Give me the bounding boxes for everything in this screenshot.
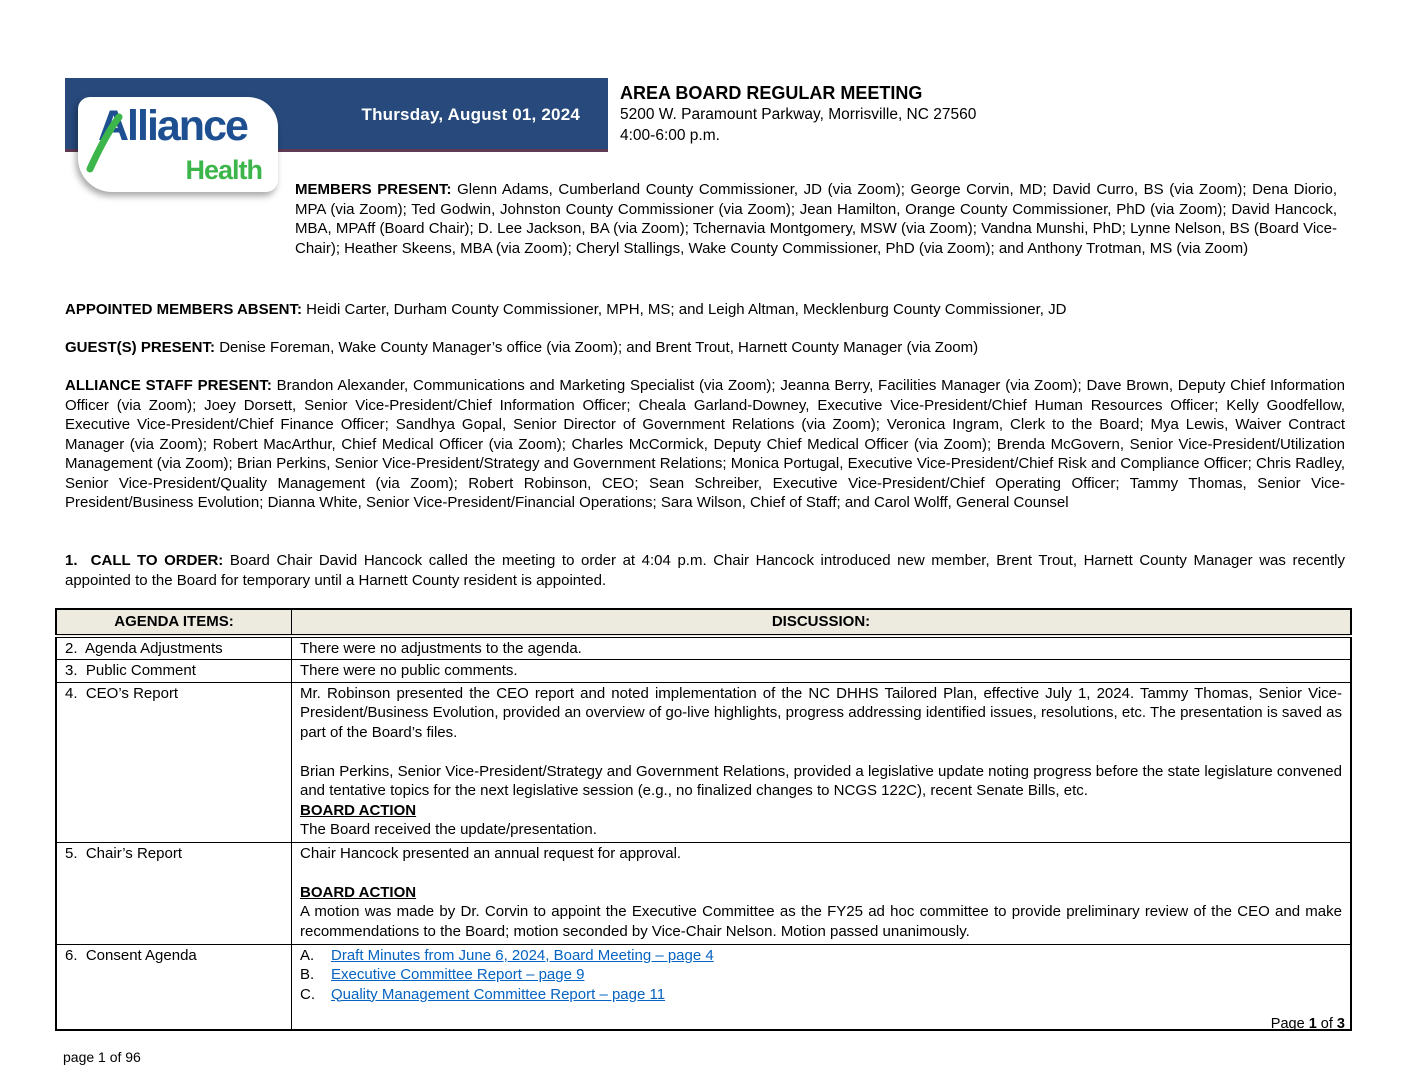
board-action-text: The Board received the update/presentation.	[300, 821, 597, 838]
table-header-row	[56, 609, 1351, 636]
members-present-label: MEMBERS PRESENT:	[295, 181, 458, 198]
table-row-consent-agenda	[56, 944, 1351, 1030]
page-number-indicator	[1271, 1016, 1345, 1032]
agenda-item-label: 5. Chair’s Report	[56, 842, 292, 944]
consent-item-letter: A.	[300, 946, 315, 964]
blank-line	[300, 863, 1342, 883]
staff-present-label: ALLIANCE STAFF PRESENT:	[65, 377, 277, 394]
meeting-date: Thursday, August 01, 2024	[361, 105, 580, 124]
call-to-order-label: 1. CALL TO ORDER:	[65, 552, 230, 569]
logo-word-alliance: Alliance	[98, 102, 247, 150]
logo-swoosh-icon	[86, 107, 156, 177]
discussion-cell	[292, 842, 1352, 944]
discussion-cell: There were no adjustments to the agenda.	[292, 636, 1352, 660]
guests-present-label: GUEST(S) PRESENT:	[65, 339, 220, 356]
members-absent-paragraph	[65, 300, 1345, 320]
consent-item-a	[300, 946, 1342, 966]
agenda-item-label: 6. Consent Agenda	[56, 944, 292, 1030]
discussion-header: DISCUSSION:	[292, 609, 1352, 636]
discussion-cell	[292, 944, 1352, 1030]
of-word: of	[1316, 1016, 1337, 1032]
meeting-header	[620, 83, 976, 146]
page-total: 3	[1336, 1016, 1345, 1032]
chair-report-paragraph-1: Chair Hancock presented an annual request for approval.	[300, 844, 682, 862]
minutes-table	[55, 608, 1352, 1031]
ceo-report-paragraph-1: Mr. Robinson presented the CEO report and noted implementation of the NC DHHS Tailored Plan, effective July 1, 2024. Tammy Thomas, Senior Vice-President/Business Evolution, provided an overview of go-live highlights, progress addressing identified issues, resolutions, etc. The presentation is saved as part of the Board’s files.	[300, 684, 1342, 741]
members-present-paragraph	[295, 180, 1337, 258]
staff-present-text: Brandon Alexander, Communications and Marketing Specialist (via Zoom); Jeanna Berry, Facilities Manager (via Zoom); Dave Brown, Deputy Chief Information Officer (via Zoom); Joey Dorsett, Senior Vice-President/Chief Information Officer; Cheala Garland-Downey, Executive Vice-President/Chief Human Resources Officer; Kelly Goodfellow, Executive Vice-President/Chief Finance Officer; Sandhya Gopal, Senior Director of Government Relations (via Zoom); Veronica Ingram, Clerk to the Board; Mya Lewis, Waiver Contract Manager (via Zoom); Robert MacArthur, Chief Medical Officer (via Zoom); Charles McCormick, Deputy Chief Medical Officer (via Zoom); Brenda McGovern, Senior Vice-President/Utilization Management (via Zoom); Brian Perkins, Senior Vice-President/Strategy and Government Relations; Monica Portugal, Executive Vice-President/Chief Risk and Compliance Officer; Chris Radley, Senior Vice-President/Quality Management (via Zoom); Robert Robinson, CEO; Sean Schreiber, Executive Vice-President/Chief Operating Officer; Tammy Thomas, Senior Vice-President/Business Evolution; Dianna White, Senior Vice-President/Financial Operations; Sara Wilson, Chief of Staff; and Carol Wolff, General Counsel	[65, 377, 1345, 511]
table-row-ceo-report	[56, 682, 1351, 842]
document-page-number: page 1 of 96	[63, 1049, 141, 1065]
agenda-item-label: 2. Agenda Adjustments	[56, 636, 292, 660]
meeting-time: 4:00-6:00 p.m.	[620, 127, 720, 144]
guests-present-text: Denise Foreman, Wake County Manager’s office (via Zoom); and Brent Trout, Harnett County Manager (via Zoom)	[219, 339, 979, 356]
board-action-text: A motion was made by Dr. Corvin to appoint the Executive Committee as the FY25 ad hoc committee to provide preliminary review of the CEO and make recommendations to the Board; motion seconded by Vice-Chair Nelson. Motion passed unanimously.	[300, 903, 1342, 940]
discussion-cell: There were no public comments.	[292, 660, 1352, 683]
page-word: Page	[1270, 1016, 1309, 1032]
consent-item-letter: C.	[300, 985, 315, 1003]
alliance-health-logo	[78, 97, 278, 192]
executive-committee-report-link[interactable]: Executive Committee Report – page 9	[331, 966, 585, 983]
members-absent-text: Heidi Carter, Durham County Commissioner, MPH, MS; and Leigh Altman, Mecklenburg County Commissioner, JD	[306, 301, 1067, 318]
agenda-items-header: AGENDA ITEMS:	[56, 609, 292, 636]
members-absent-label: APPOINTED MEMBERS ABSENT:	[65, 301, 307, 318]
table-row-public-comment	[56, 660, 1351, 683]
guests-present-paragraph	[65, 338, 1345, 358]
table-row-agenda-adjustments	[56, 636, 1351, 660]
meeting-title: AREA BOARD REGULAR MEETING	[620, 83, 923, 103]
ceo-report-paragraph-2: Brian Perkins, Senior Vice-President/Strategy and Government Relations, provided a legislative update noting progress before the state legislature convened and tentative topics for the next legislative session (e.g., no finalized changes to NCGS 122C), recent Senate Bills, etc.	[300, 762, 1342, 799]
consent-item-b	[300, 965, 1342, 985]
agenda-item-label: 3. Public Comment	[56, 660, 292, 683]
table-row-chair-report	[56, 842, 1351, 944]
draft-minutes-link[interactable]: Draft Minutes from June 6, 2024, Board Meeting – page 4	[331, 946, 714, 964]
board-action-heading: BOARD ACTION	[300, 801, 417, 819]
quality-management-report-link[interactable]: Quality Management Committee Report – page 11	[331, 985, 666, 1003]
logo-word-health: Health	[185, 155, 262, 185]
staff-present-paragraph	[65, 376, 1345, 513]
members-present-text: Glenn Adams, Cumberland County Commissioner, JD (via Zoom); George Corvin, MD; David Curro, BS (via Zoom); Dena Diorio, MPA (via Zoom); Ted Godwin, Johnston County Commissioner (via Zoom); Jean Hamilton, Orange County Commissioner, PhD (via Zoom); David Hancock, MBA, MPAff (Board Chair); D. Lee Jackson, BA (via Zoom); Tchernavia Montgomery, MSW (via Zoom); Vandna Munshi, PhD; Lynne Nelson, BS (Board Vice-Chair); Heather Skeens, MBA (via Zoom); Cheryl Stallings, Wake County Commissioner, PhD (via Zoom); and Anthony Trotman, MS (via Zoom)	[295, 181, 1337, 257]
agenda-item-label: 4. CEO’s Report	[56, 682, 292, 842]
consent-item-letter: B.	[300, 966, 315, 983]
discussion-cell	[292, 682, 1352, 842]
board-action-heading: BOARD ACTION	[300, 883, 417, 901]
call-to-order-paragraph	[65, 551, 1345, 590]
call-to-order-text: Board Chair David Hancock called the meeting to order at 4:04 p.m. Chair Hancock introduced new member, Brent Trout, Harnett County Manager was recently appointed to the Board for temporary until a Harnett County resident is appointed.	[65, 552, 1346, 589]
meeting-address: 5200 W. Paramount Parkway, Morrisville, NC 27560	[620, 106, 977, 123]
blank-line	[300, 742, 1342, 762]
page-number: 1	[1308, 1016, 1317, 1032]
consent-item-c	[300, 985, 1342, 1005]
